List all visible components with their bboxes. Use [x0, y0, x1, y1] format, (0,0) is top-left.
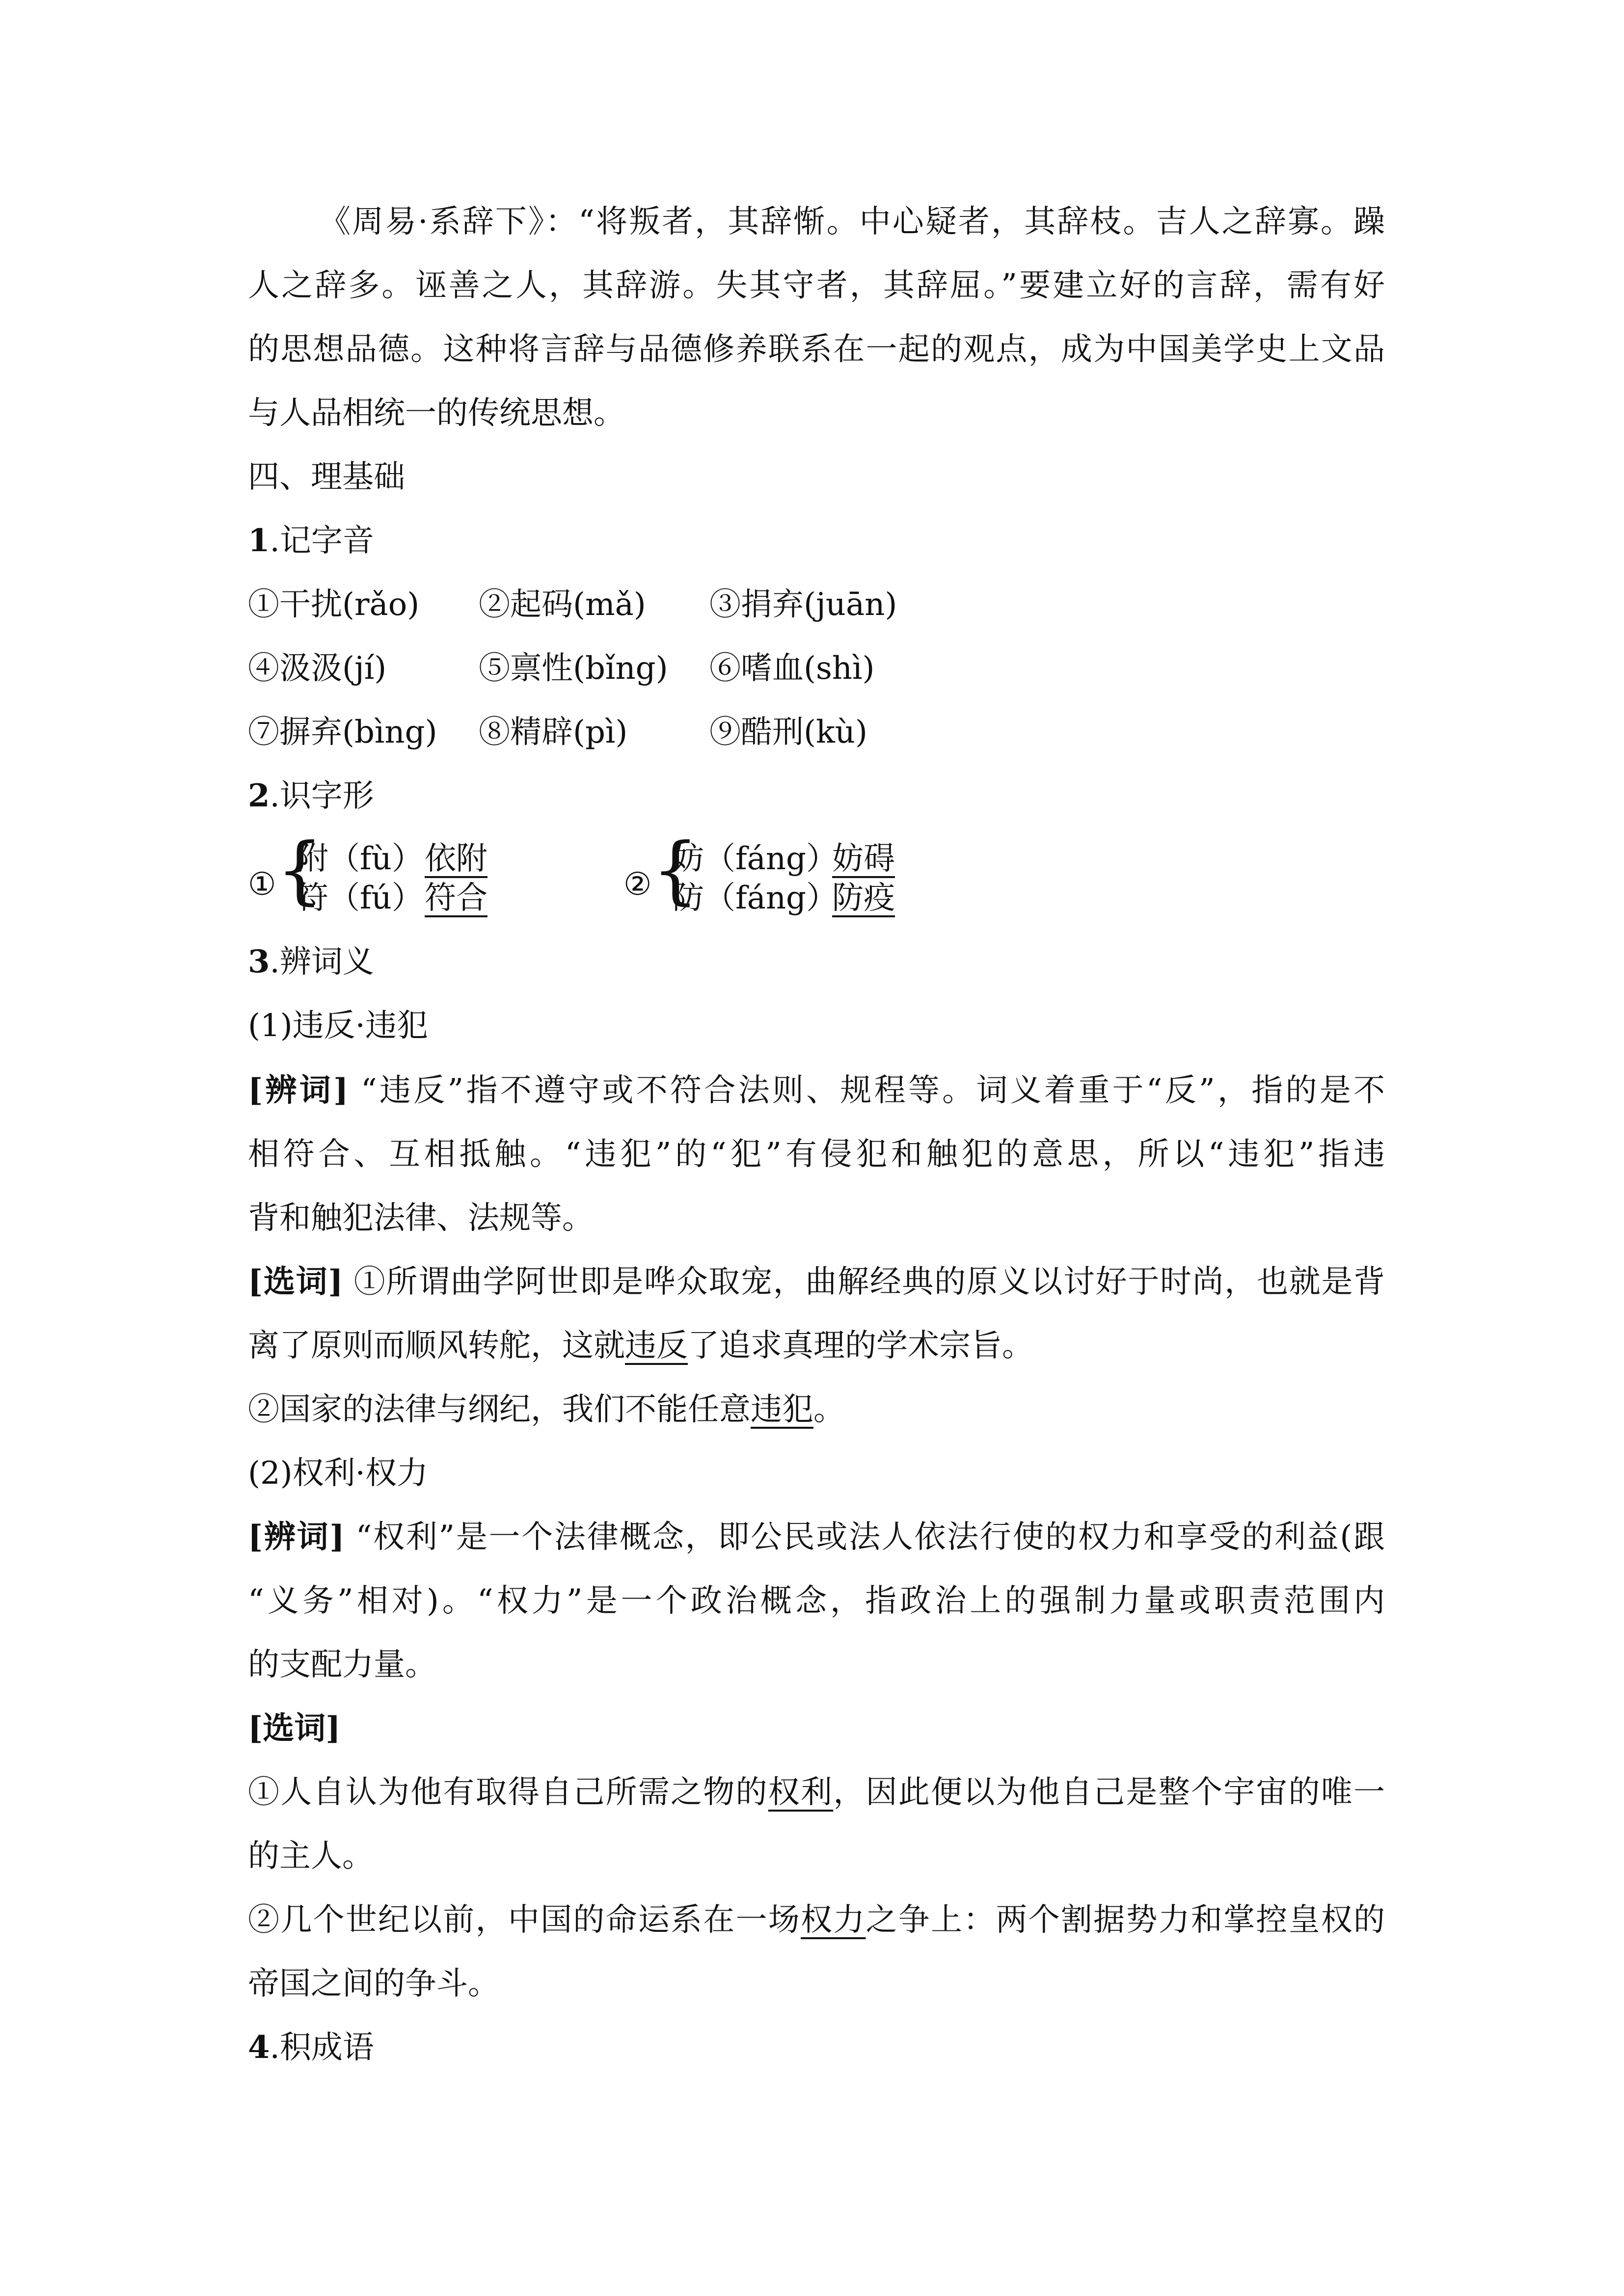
sub1-xuan-line3-pre: ②国家的法律与纲纪，我们不能任意: [248, 1391, 751, 1428]
group1-brace: {: [276, 828, 324, 913]
group2-marker: ②: [623, 866, 652, 903]
sub2-bian-line-2: “义务”相对)。“权力”是一个政治概念，指政治上的强制力量或职责范围内: [248, 1583, 1385, 1619]
group1-marker: ①: [248, 866, 276, 903]
sub1-xuan-line2-pre: 离了原则而顺风转舵，这就: [248, 1328, 625, 1364]
sub1-bian-line-2: 相符合、互相抵触。“违犯”的“犯”有侵犯和触犯的意思，所以“违犯”指违: [248, 1136, 1385, 1173]
sub2-xuan-line1-post: ，因此便以为他自己是整个宇宙的唯一: [833, 1774, 1385, 1811]
sub2-xuan-line1-word: 权利: [768, 1774, 834, 1811]
sub2-bian-line-1: [248, 1519, 1385, 1555]
sub2-xuan-line3-word: 权力: [801, 1902, 866, 1938]
sub1-xuan-line-3: [248, 1391, 845, 1428]
pronunciation-item-5: ⑤禀性(bǐng): [479, 650, 668, 687]
pronunciation-item-7: ⑦摒弃(bìng): [248, 714, 437, 750]
group1-row2-word: 符合: [425, 880, 487, 916]
sub2-xuan-line-1: [248, 1774, 1385, 1811]
group2-row2-char: 防（fáng）: [673, 880, 838, 916]
sub1-xuan-line-1: [248, 1263, 1385, 1300]
sub2-xuan-line-4: 帝国之间的争斗。: [248, 1966, 499, 2002]
part4-number: 4: [248, 2029, 270, 2066]
intro-line-3: 的思想品德。这种将言辞与品德修养联系在一起的观点，成为中国美学史上文品: [248, 331, 1385, 368]
sub1-xuan-line2-post: 了追求真理的学术宗旨。: [688, 1328, 1033, 1364]
pronunciation-item-6: ⑥嗜血(shì): [709, 650, 875, 687]
group1-row2-char: 符（fú）: [297, 880, 423, 916]
sub1-xuan-tag: [选词]: [248, 1263, 343, 1300]
sub2-xuan-line-3: [248, 1904, 1385, 1936]
sub1-xuan-line3-word: 违犯: [751, 1391, 813, 1428]
group1-row1-char: 附（fù）: [297, 841, 423, 877]
part4-heading: [248, 2029, 374, 2066]
pronunciation-item-1: ①干扰(rǎo): [248, 587, 420, 623]
part4-title: .积成语: [270, 2029, 374, 2066]
part1-title: .记字音: [270, 523, 374, 559]
pronunciation-item-3: ③捐弃(juān): [709, 587, 897, 623]
part2-number: 2: [248, 777, 270, 814]
intro-line-1: 《周易·系辞下》：“将叛者，其辞惭。中心疑者，其辞枝。吉人之辞寡。躁: [319, 204, 1385, 240]
section-title: 四、理基础: [248, 459, 405, 495]
sub2-xuan-tag: [选词]: [248, 1710, 341, 1747]
part1-heading: [248, 522, 374, 559]
pronunciation-item-9: ⑨酷刑(kù): [709, 714, 867, 750]
pronunciation-item-8: ⑧精辟(pì): [479, 714, 628, 750]
part2-title: .识字形: [270, 778, 374, 814]
sub2-xuan-line-2: 的主人。: [248, 1838, 374, 1874]
sub1-xuan-line2-word: 违反: [625, 1328, 688, 1364]
sub2-bian-text-1: “权利”是一个法律概念，即公民或法人依法行使的权力和享受的利益(跟: [355, 1519, 1385, 1555]
sub1-heading: (1)违反·违犯: [248, 1008, 428, 1044]
group2-row2-word: 防疫: [832, 880, 895, 916]
pronunciation-item-4: ④汲汲(jí): [248, 650, 387, 687]
sub1-bian-text-1: “违反”指不遵守或不符合法则、规程等。词义着重于“反”，指的是不: [360, 1072, 1385, 1109]
sub1-xuan-text-1: ①所谓曲学阿世即是哗众取宠，曲解经典的原义以讨好于时尚，也就是背: [353, 1264, 1385, 1300]
intro-line-2: 人之辞多。诬善之人，其辞游。失其守者，其辞屈。”要建立好的言辞，需有好: [248, 267, 1385, 304]
part2-heading: [248, 777, 374, 814]
part3-number: 3: [248, 943, 270, 980]
group2-brace: {: [652, 828, 699, 913]
group1-row1-word: 依附: [425, 841, 487, 877]
group2-row1-char: 妨（fáng）: [673, 841, 838, 877]
group2-row1-word: 妨碍: [832, 841, 895, 877]
sub2-xuan-line3-post: 之争上：两个割据势力和掌控皇权的: [866, 1902, 1385, 1938]
sub1-xuan-line3-post: 。: [813, 1391, 845, 1428]
part1-number: 1: [248, 522, 270, 559]
sub1-bian-line-1: [248, 1072, 1385, 1109]
sub1-xuan-line-2: [248, 1330, 1033, 1362]
sub2-xuan-heading: [248, 1710, 341, 1747]
sub2-bian-line-3: 的支配力量。: [248, 1647, 436, 1683]
sub2-heading: (2)权利·权力: [248, 1455, 428, 1492]
sub1-bian-line-3: 背和触犯法律、法规等。: [248, 1200, 594, 1236]
pronunciation-item-2: ②起码(mǎ): [479, 587, 646, 623]
intro-line-4: 与人品相统一的传统思想。: [248, 395, 625, 431]
part3-heading: [248, 943, 374, 980]
part3-title: .辨词义: [270, 944, 374, 980]
sub1-bian-tag: [辨词]: [248, 1072, 349, 1109]
sub2-xuan-line3-pre: ②几个世纪以前，中国的命运系在一场: [248, 1902, 801, 1938]
sub2-bian-tag: [辨词]: [248, 1519, 345, 1555]
sub2-xuan-line1-pre: ①人自认为他有取得自己所需之物的: [248, 1774, 768, 1811]
